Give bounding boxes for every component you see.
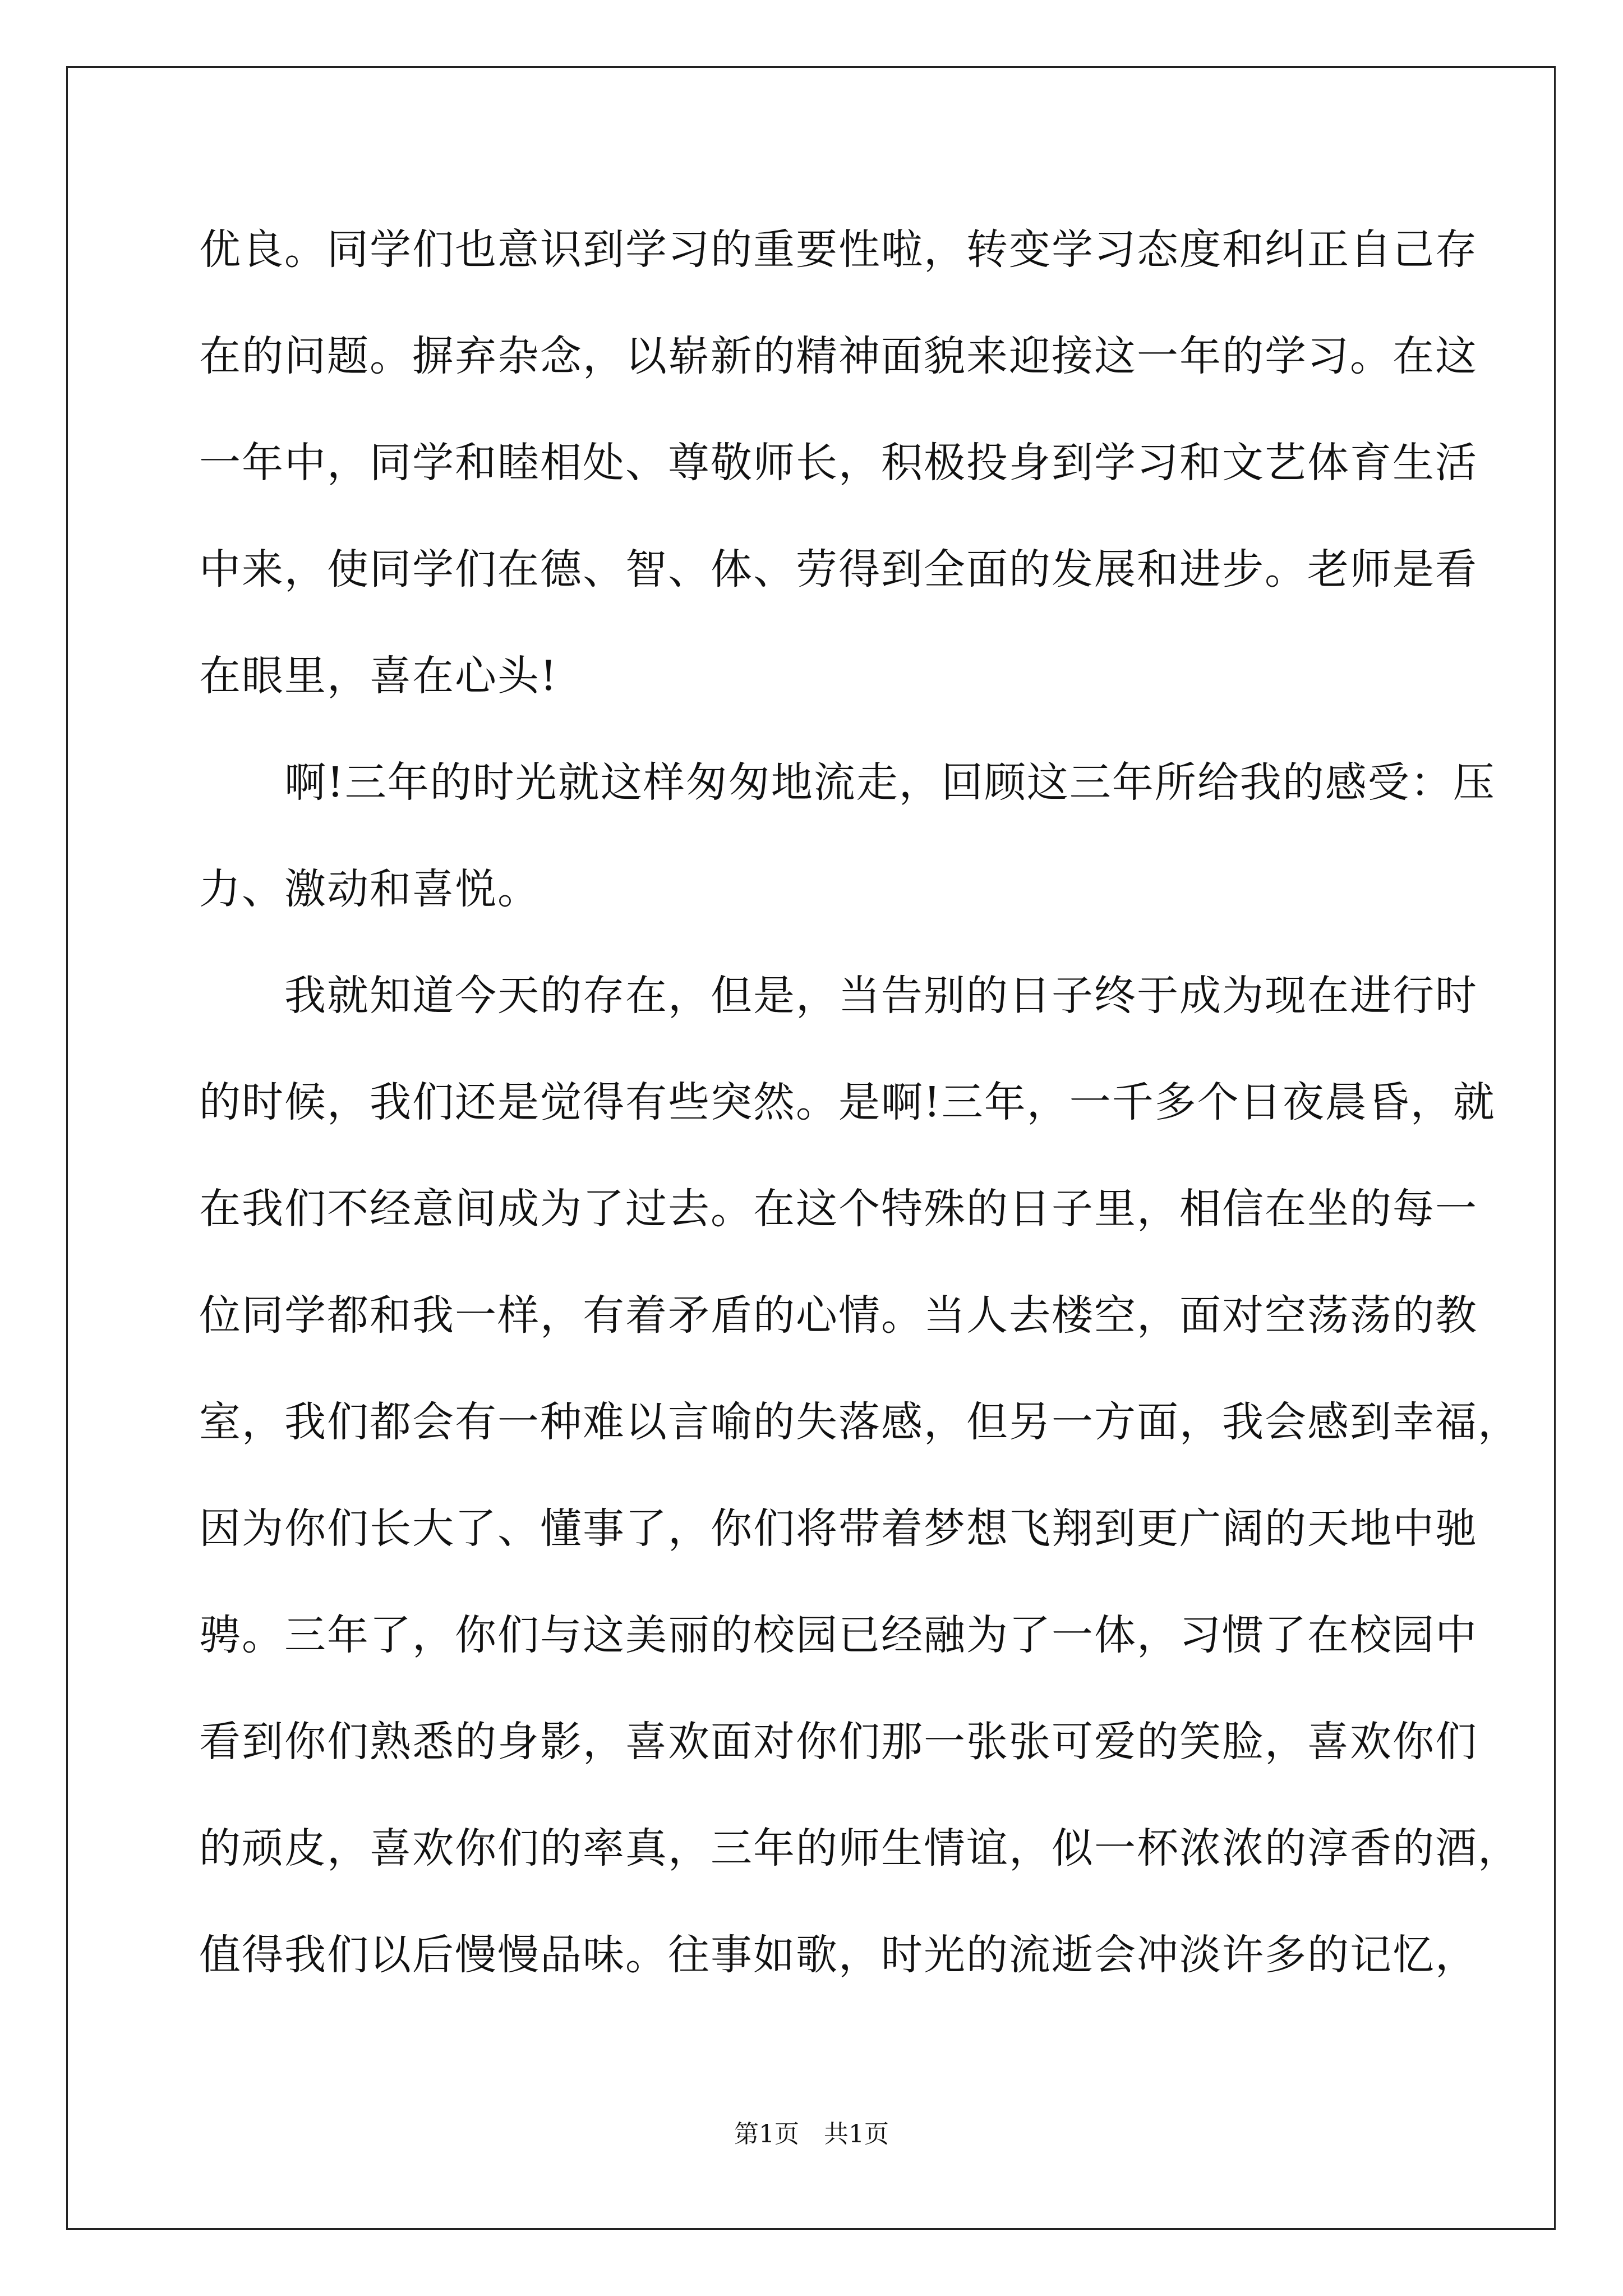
text-line: 的顽皮，喜欢你们的率真，三年的师生情谊，似一杯浓浓的淳香的酒， — [199, 1824, 1520, 1872]
text-line: 看到你们熟悉的身影，喜欢面对你们那一张张可爱的笑脸，喜欢你们 — [199, 1718, 1478, 1766]
page-footer: 第1页 共1页 — [734, 2120, 889, 2148]
text-line: 在的问题。摒弃杂念，以崭新的精神面貌来迎接这一年的学习。在这 — [199, 332, 1478, 380]
text-line: 一年中，同学和睦相处、尊敬师长，积极投身到学习和文艺体育生活 — [199, 439, 1478, 487]
text-line: 力、激动和喜悦。 — [199, 865, 540, 913]
page-border — [66, 66, 1556, 2230]
text-line: 位同学都和我一样，有着矛盾的心情。当人去楼空，面对空荡荡的教 — [199, 1291, 1478, 1340]
text-line: 我就知道今天的存在，但是，当告别的日子终于成为现在进行时 — [199, 972, 1478, 1020]
text-line: 在我们不经意间成为了过去。在这个特殊的日子里，相信在坐的每一 — [199, 1185, 1478, 1233]
text-line: 的时候，我们还是觉得有些突然。是啊!三年，一千多个日夜晨昏，就 — [199, 1078, 1496, 1126]
text-line: 骋。三年了，你们与这美丽的校园已经融为了一体，习惯了在校园中 — [199, 1611, 1478, 1659]
text-line: 值得我们以后慢慢品味。往事如歌，时光的流逝会冲淡许多的记忆， — [199, 1931, 1478, 1979]
text-line: 室，我们都会有一种难以言喻的失落感，但另一方面，我会感到幸福， — [199, 1398, 1520, 1446]
text-line: 啊!三年的时光就这样匆匆地流走，回顾这三年所给我的感受：压 — [199, 758, 1496, 807]
text-line: 中来，使同学们在德、智、体、劳得到全面的发展和进步。老师是看 — [199, 545, 1478, 593]
text-line: 因为你们长大了、懂事了，你们将带着梦想飞翔到更广阔的天地中驰 — [199, 1504, 1478, 1553]
text-line: 优良。同学们也意识到学习的重要性啦，转变学习态度和纠正自己存 — [199, 226, 1478, 274]
text-line: 在眼里，喜在心头! — [199, 652, 558, 700]
